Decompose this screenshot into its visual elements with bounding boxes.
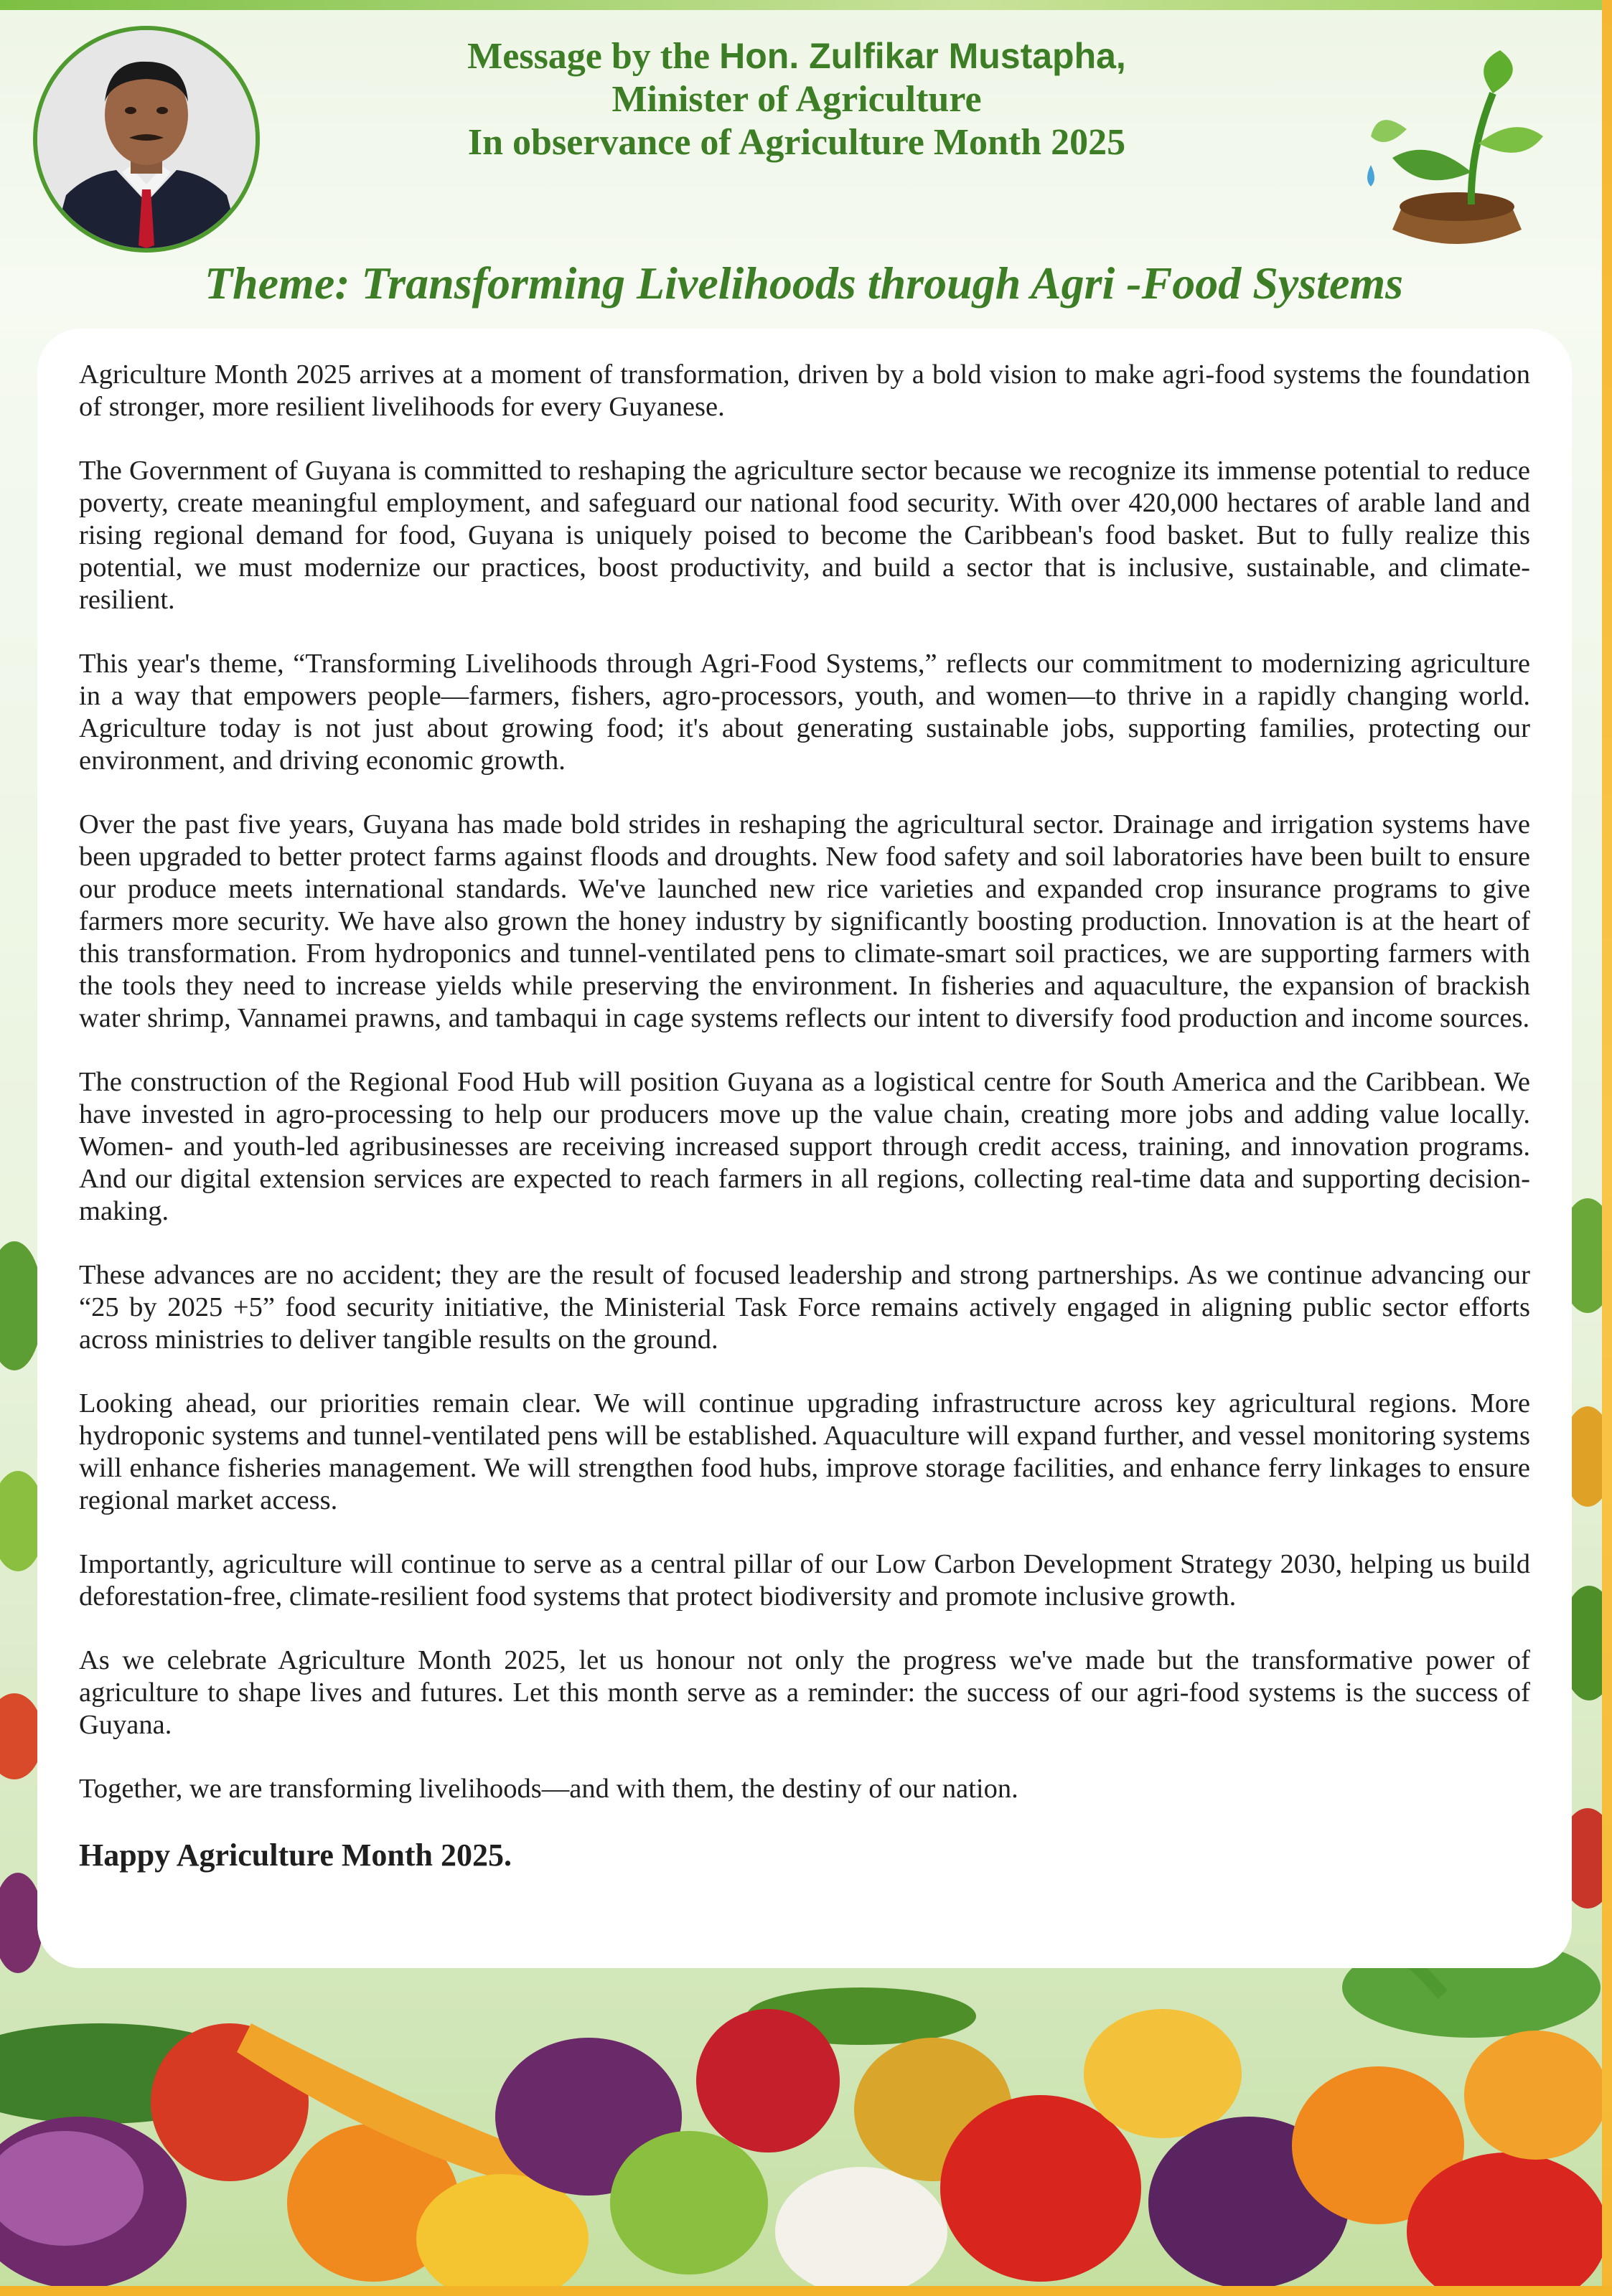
paragraph-3: This year's theme, “Transforming Livelihoods through Agri-Food Systems,” reflects our commitment to modernizing agriculture in a way that empowers people—farmers, fishers, agro-processors, youth, and women—to thrive in a rapidly changing world. Agriculture today is not just about growing food; it's about generating sustainable jobs, supporting families, protecting our environment, and driving economic growth.: [79, 649, 1530, 776]
paragraph-4: Over the past five years, Guyana has made bold strides in reshaping the agricultural sector. Drainage and irrigation systems have been upgraded to better protect farms against floods and droughts. New food safety and soil laboratories have been built to ensure our produce meets international standards. We've launched new rice varieties and expanded crop insurance programs to give farmers more security. We have also grown the honey industry by significantly boosting production. Innovation is at the heart of this transformation. From hydroponics and tunnel-ventilated pens to climate-smart soil practices, we are supporting farmers with the tools they need to increase yields while preserving the environment. In fisheries and aquaculture, the expansion of brackish water shrimp, Vannamei prawns, and tambaqui in cage systems reflects our intent to diversify food production and income sources.: [79, 809, 1530, 1033]
paragraph-1: Agriculture Month 2025 arrives at a moment of transformation, driven by a bold vision to make agri-food systems the foundation of stronger, more resilient livelihoods for every Guyanese.: [79, 359, 1530, 422]
paragraph-2: The Government of Guyana is committed to reshaping the agriculture sector because we recognize its immense potential to reduce poverty, create meaningful employment, and safeguard our national food security. With over 420,000 hectares of arable land and rising regional demand for food, Guyana is uniquely poised to become the Caribbean's food basket. But to fully realize this potential, we must modernize our practices, boost productivity, and build a sector that is inclusive, sustainable, and climate-resilient.: [79, 456, 1530, 615]
theme-heading: Theme: Transforming Livelihoods through Agri -Food Systems: [204, 258, 1404, 309]
vegetable-border-illustration: [0, 1930, 1602, 2286]
header-line-2: Minister of Agriculture: [611, 79, 982, 120]
sprout-logo-icon: [1364, 50, 1550, 251]
bottom-border: [0, 2286, 1612, 2296]
message-card: [37, 329, 1572, 1968]
paragraph-8: Importantly, agriculture will continue to serve as a central pillar of our Low Carbon Development Strategy 2030, helping us build deforestation-free, climate-resilient food systems that protect biodiversity and promote inclusive growth.: [79, 1549, 1530, 1612]
paragraph-7: Looking ahead, our priorities remain clear. We will continue upgrading infrastructure across key agricultural regions. More hydroponic systems and tunnel-ventilated pens will be established. Aquaculture will expand further, and vessel monitoring systems will enhance fisheries management. We will strengthen food hubs, improve storage facilities, and enhance ferry linkages to ensure regional market access.: [79, 1388, 1530, 1515]
message-header: [402, 34, 1191, 164]
paragraph-9: As we celebrate Agriculture Month 2025, let us honour not only the progress we've made but the transformative power of agriculture to shape lives and futures. Let this month serve as a reminder: the success of our agri-food systems is the success of Guyana.: [79, 1645, 1530, 1740]
minister-photo-illustration: [37, 30, 256, 248]
minister-name: Hon. Zulfikar Mustapha,: [719, 36, 1126, 76]
right-border: [1602, 0, 1612, 2296]
closing-line: Happy Agriculture Month 2025.: [79, 1838, 512, 1873]
header-line-3: In observance of Agriculture Month 2025: [467, 122, 1126, 163]
paragraph-6: These advances are no accident; they are the result of focused leadership and strong partnerships. As we continue advancing our “25 by 2025 +5” food security initiative, the Ministerial Task Force remains actively engaged in aligning public sector efforts across ministries to deliver tangible results on the ground.: [79, 1260, 1530, 1355]
minister-portrait: [33, 26, 260, 253]
header-line-1: Message by the Hon. Zulfikar Mustapha,: [467, 36, 1126, 77]
top-border: [0, 0, 1612, 10]
paragraph-10: Together, we are transforming livelihoods—and with them, the destiny of our nation.: [79, 1774, 1018, 1804]
left-vegetable-border: [0, 1220, 43, 2009]
paragraph-5: The construction of the Regional Food Hub will position Guyana as a logistical centre for South America and the Caribbean. We have invested in agro-processing to help our producers move up the value chain, creating more jobs and adding value locally. Women- and youth-led agribusinesses are receiving increased support through credit access, training, and innovation programs. And our digital extension services are expected to reach farmers in all regions, collecting real-time data and supporting decision-making.: [79, 1067, 1530, 1226]
